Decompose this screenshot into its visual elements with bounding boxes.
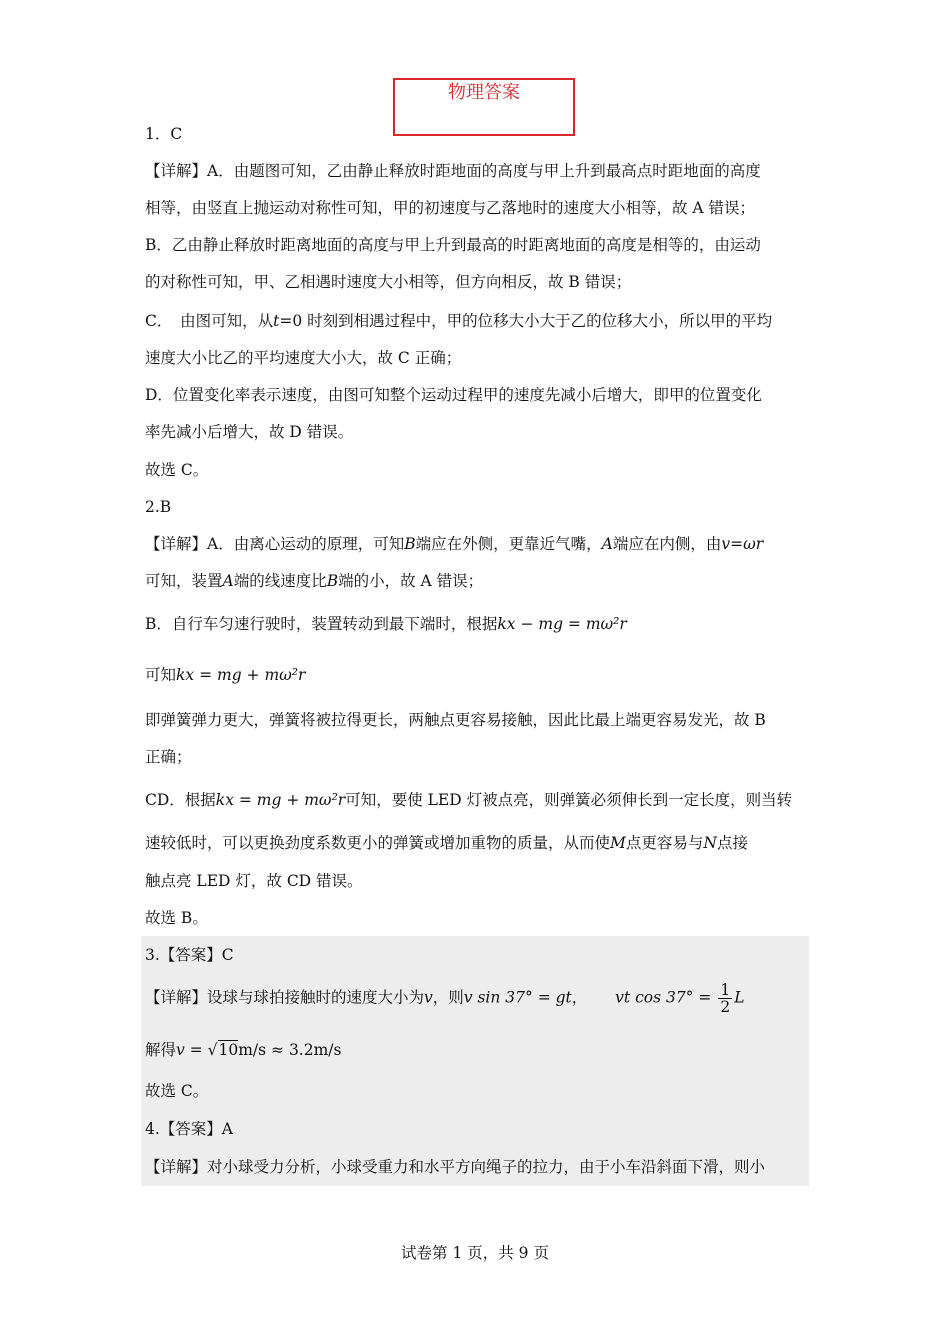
answer-3-heading: 3.【答案】C [145, 946, 234, 964]
text-line: 相等，由竖直上抛运动对称性可知，甲的初速度与乙落地时的速度大小相等，故 A 错误； [145, 199, 756, 217]
formula: kx = mg + mω²r [176, 666, 306, 684]
fraction: $\frac{1}{2}$ [720, 981, 731, 1016]
text-line: B．自行车匀速行驶时，装置转动到最下端时，根据kx − mg = mω²r [145, 615, 627, 633]
text-line: 故选 C。 [145, 1082, 209, 1100]
sqrt-radicand: 10 [218, 1041, 239, 1059]
answer-1-heading: 1．C [145, 125, 183, 143]
text-line: CD．根据kx = mg + mω²r可知，要使 LED 灯被点亮，则弹簧必须伸长到一定长度，则当转 [145, 791, 793, 809]
text-line: 故选 C。 [145, 461, 209, 479]
answer-4-heading: 4.【答案】A [145, 1120, 233, 1138]
answer-title-box [393, 78, 575, 136]
text-line: 触点亮 LED 灯，故 CD 错误。 [145, 872, 363, 890]
text-line: 率先减小后增大，故 D 错误。 [145, 423, 354, 441]
text-line: 速度大小比乙的平均速度大小大，故 C 正确； [145, 349, 462, 367]
text-line: 【详解】A．由题图可知，乙由静止释放时距地面的高度与甲上升到最高点时距地面的高度 [145, 162, 761, 180]
highlighted-section [141, 936, 809, 1186]
text-line: 可知kx = mg + mω²r [145, 666, 306, 684]
formula: v sin 37° = gt [463, 988, 572, 1007]
text-line: 正确； [145, 748, 192, 766]
text-line: 【详解】A．由离心运动的原理，可知B端应在外侧，更靠近气嘴，A端应在内侧，由v=ωr [145, 535, 764, 553]
answer-2-heading: 2.B [145, 498, 172, 516]
text-line: 的对称性可知，甲、乙相遇时速度大小相等，但方向相反，故 B 错误； [145, 273, 632, 291]
text-line: 【详解】对小球受力分析，小球受重力和水平方向绳子的拉力，由于小车沿斜面下滑，则小 [145, 1158, 766, 1176]
text-line: 故选 B。 [145, 909, 208, 927]
formula: kx = mg + mω²r [215, 791, 346, 809]
page-footer: 试卷第 1 页，共 9 页 [401, 1244, 549, 1262]
text-line: 即弹簧弹力更大，弹簧将被拉得更长，两触点更容易接触，因此比最上端更容易发光，故 B [145, 711, 766, 729]
text-line: 解得v = √10m/s ≈ 3.2m/s [145, 1041, 342, 1059]
text-line: D．位置变化率表示速度，由图可知整个运动过程甲的速度先减小后增大，即甲的位置变化 [145, 386, 762, 404]
text-line: C． 由图可知，从t=0 时刻到相遇过程中，甲的位移大小大于乙的位移大小，所以甲的平均 [145, 312, 773, 330]
text-line: 可知，装置A端的线速度比B端的小，故 A 错误； [145, 572, 484, 590]
text-line: 速较低时，可以更换劲度系数更小的弹簧或增加重物的质量，从而使M点更容易与N点接 [145, 834, 748, 852]
text-line: B．乙由静止释放时距离地面的高度与甲上升到最高的时距离地面的高度是相等的，由运动 [145, 236, 761, 254]
page-title: 物理答案 [448, 82, 520, 103]
text-line: 【详解】设球与球拍接触时的速度大小为v，则v sin 37° = gt， vt cos 37° = $\frac{1}{2}$ L [145, 981, 745, 1016]
formula: kx − mg = mω²r [497, 615, 627, 633]
formula: vt cos 37° = [615, 988, 712, 1007]
